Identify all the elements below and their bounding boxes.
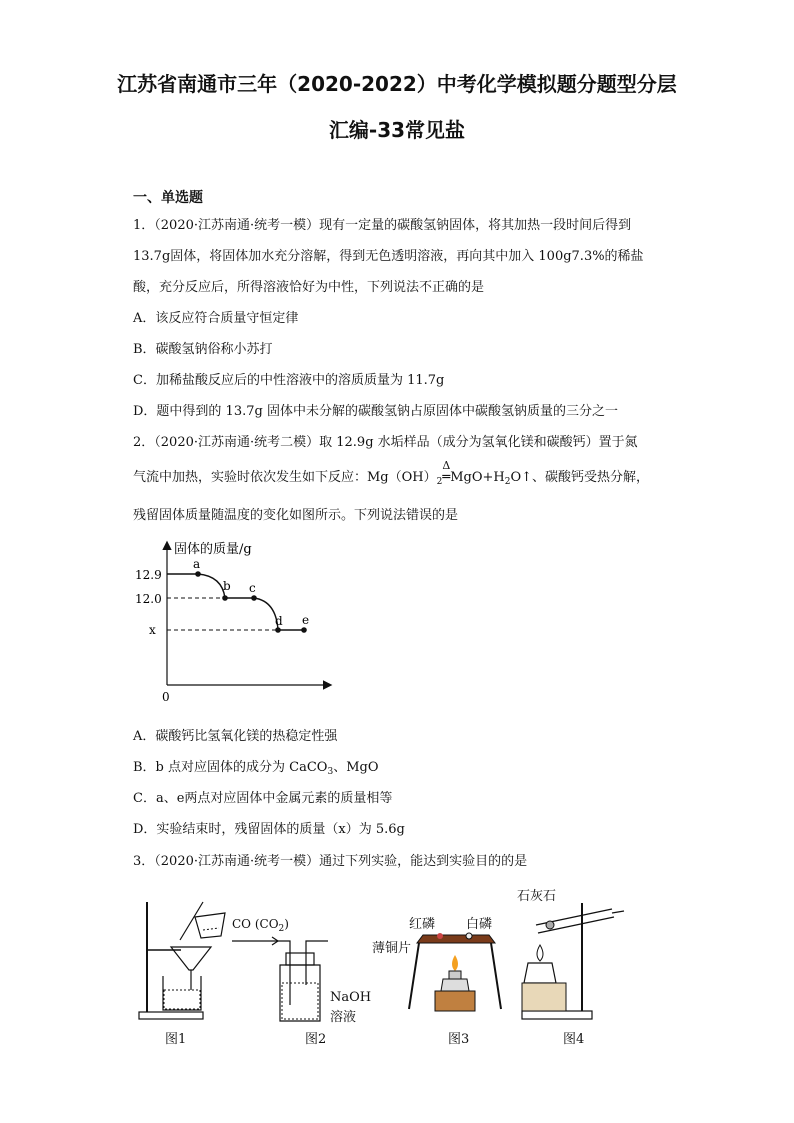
figure1-filtration [133, 890, 233, 1025]
q2-line2-subscript: 2 [436, 477, 443, 487]
q2-line1: 2．（2020·江苏南通·统考二模）取 12.9g 水垢样品（成分为氢氧化镁和碳酸钙）置于氮 [133, 435, 638, 450]
label-d: d [275, 614, 283, 628]
figure2-gas-bottle [232, 925, 342, 1025]
point-a [195, 571, 201, 577]
q2-option-b-text: B．b 点对应固体的成分为 CaCO [133, 760, 328, 775]
heat-symbol: Δ [442, 459, 451, 472]
fig3-copper-label: 薄铜片 [372, 941, 412, 956]
q2-line3: 残留固体质量随温度的变化如图所示。下列说法错误的是 [133, 508, 459, 523]
fig4-limestone-label: 石灰石 [517, 889, 557, 904]
point-b [222, 595, 228, 601]
y-axis-label: 固体的质量/g [174, 542, 252, 557]
equal-sign: ═ [442, 470, 451, 485]
caption-fig2: 图2 [305, 1032, 327, 1047]
origin-label: 0 [162, 690, 170, 704]
page-subtitle: 汇编-33常见盐 [328, 118, 466, 142]
label-b: b [223, 579, 231, 593]
q2-line2 [133, 459, 650, 487]
fig2-naoh-label: NaOH [330, 990, 372, 1005]
point-e [301, 627, 307, 633]
q2-line2-text-b: MgO+H [450, 470, 505, 485]
q2-option-b [133, 756, 378, 777]
caption-fig4: 图4 [563, 1032, 585, 1047]
mass-temperature-chart [130, 535, 350, 710]
point-d [275, 627, 281, 633]
page-title: 江苏省南通市三年（2020-2022）中考化学模拟题分题型分层 [117, 72, 677, 96]
q1-line1: 1．（2020·江苏南通·统考一模）现有一定量的碳酸氢钠固体，将其加热一段时间后得到 [133, 218, 632, 233]
caption-fig1: 图1 [165, 1032, 187, 1047]
q1-option-d: D．题中得到的 13.7g 固体中未分解的碳酸氢钠占原固体中碳酸氢钠质量的三分之一 [133, 404, 618, 419]
q1-option-c: C．加稀盐酸反应后的中性溶液中的溶质质量为 11.7g [133, 373, 445, 388]
fig3-red-phosphorus: 红磷 [409, 917, 436, 932]
label-e: e [302, 613, 310, 627]
tick-x: x [149, 623, 156, 637]
q2-option-a: A．碳酸钙比氢氧化镁的热稳定性强 [133, 729, 338, 744]
tick-12-9: 12.9 [135, 568, 162, 582]
q1-option-b: B．碳酸氢钠俗称小苏打 [133, 342, 273, 357]
q2-line2-text-c: O↑、碳酸钙受热分解， [510, 470, 650, 485]
label-a: a [193, 557, 201, 571]
q3-line1: 3．（2020·江苏南通·统考一模）通过下列实验，能达到实验目的的是 [133, 854, 528, 869]
figure3-phosphorus [405, 925, 505, 1025]
q1-line2: 13.7g固体，将固体加水充分溶解，得到无色透明溶液，再向其中加入 100g7.3%的稀盐 [133, 249, 644, 264]
label-c: c [249, 581, 256, 595]
section-heading: 一、单选题 [133, 190, 203, 206]
tick-12-0: 12.0 [135, 592, 162, 606]
fig2-gas-label-end: ) [284, 917, 289, 931]
q1-line3: 酸，充分反应后，所得溶液恰好为中性，下列说法不正确的是 [133, 280, 485, 295]
q2-option-b-text-end: 、MgO [333, 760, 379, 775]
mass-curve [167, 574, 304, 630]
fig2-gas-label-sub: 2 [278, 924, 285, 934]
q2-line2-text-a: 气流中加热，实验时依次发生如下反应：Mg（OH） [133, 470, 437, 485]
q2-option-b-subscript: 3 [327, 767, 334, 777]
fig2-solution-label: 溶液 [330, 1010, 357, 1025]
figure4-heating [512, 903, 627, 1025]
q2-option-d: D．实验结束时，残留固体的质量（x）为 5.6g [133, 822, 405, 837]
q2-line2-subscript2: 2 [504, 477, 511, 487]
q1-option-a: A．该反应符合质量守恒定律 [133, 311, 299, 326]
point-c [251, 595, 257, 601]
q2-option-c: C．a、e两点对应固体中金属元素的质量相等 [133, 791, 393, 806]
caption-fig3: 图3 [448, 1032, 470, 1047]
fig2-gas-label-text: CO (CO [232, 917, 279, 931]
fig3-white-phosphorus: 白磷 [466, 917, 493, 932]
reaction-arrow [442, 459, 451, 485]
